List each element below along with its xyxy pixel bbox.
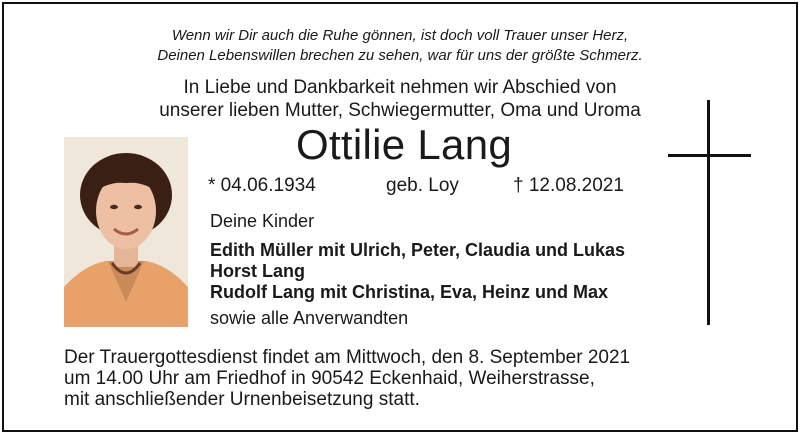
cross-icon xyxy=(707,100,710,325)
poem xyxy=(4,26,796,66)
cross-icon-bar xyxy=(668,154,751,157)
service-info xyxy=(64,347,630,410)
children-intro: Deine Kinder xyxy=(210,211,315,231)
service-line-3: mit anschließender Urnenbeisetzung statt. xyxy=(64,389,420,410)
farewell-intro-line-2: unserer lieben Mutter, Schwiegermutter, Oma und Uroma xyxy=(159,100,641,121)
family-entry: Rudolf Lang mit Christina, Eva, Heinz und Max xyxy=(210,282,609,302)
relatives-line: sowie alle Anverwandten xyxy=(210,308,409,328)
farewell-intro-line-1: In Liebe und Dankbarkeit nehmen wir Abschied von xyxy=(183,77,617,98)
poem-line-1: Wenn wir Dir auch die Ruhe gönnen, ist doch voll Trauer unser Herz, xyxy=(171,27,629,44)
service-line-2: um 14.00 Uhr am Friedhof in 90542 Eckenhaid, Weiherstrasse, xyxy=(64,368,595,389)
birth-date: * 04.06.1934 xyxy=(208,175,316,196)
deceased-name: Ottilie Lang xyxy=(295,121,513,168)
farewell-intro xyxy=(4,76,796,122)
family-entry: Edith Müller mit Ulrich, Peter, Claudia und Lukas xyxy=(210,240,626,260)
family-entry: Horst Lang xyxy=(210,261,306,281)
poem-line-2: Deinen Lebenswillen brechen zu sehen, war für uns der größte Schmerz. xyxy=(157,47,643,64)
family-list xyxy=(210,240,625,303)
maiden-name: geb. Loy xyxy=(386,175,459,196)
death-date: † 12.08.2021 xyxy=(513,175,624,196)
portrait-photo xyxy=(64,137,188,327)
service-line-1: Der Trauergottesdienst findet am Mittwoch, den 8. September 2021 xyxy=(64,347,631,368)
obituary-card xyxy=(2,2,798,432)
